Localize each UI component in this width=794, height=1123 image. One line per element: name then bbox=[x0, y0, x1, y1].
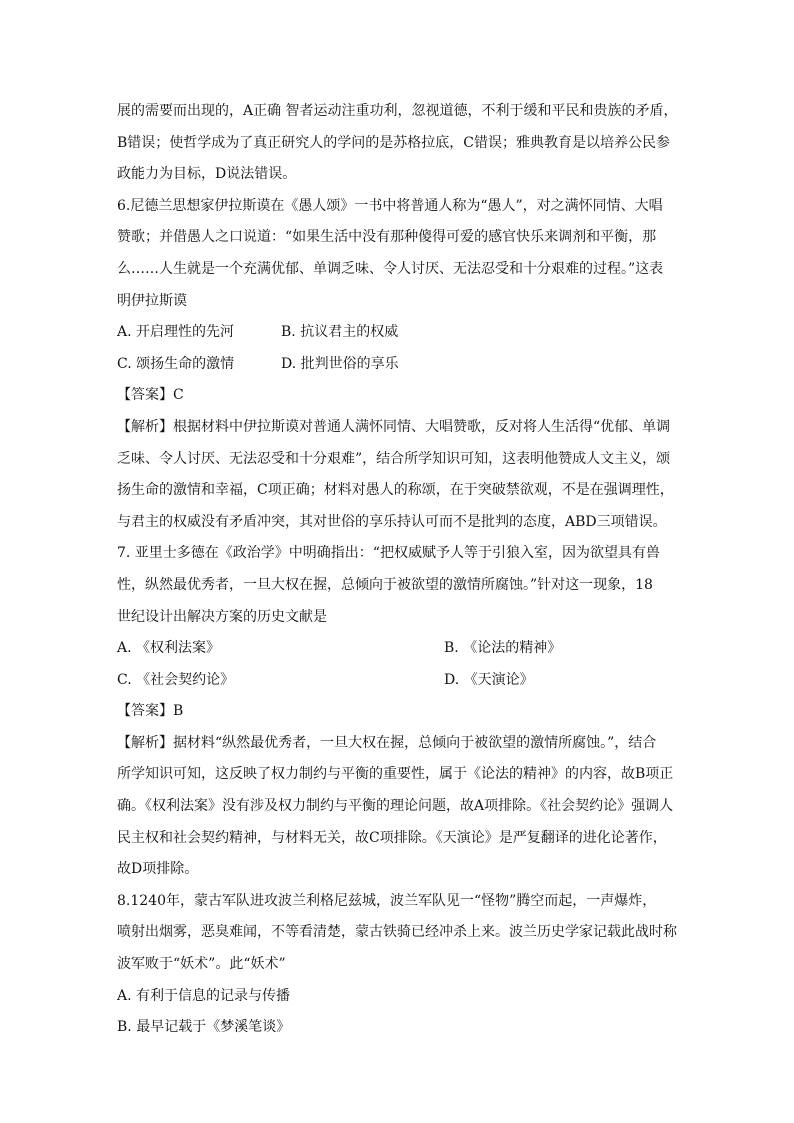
q8-option-b: B. 最早记载于《梦溪笔谈》 bbox=[117, 1019, 291, 1036]
q6-analysis-line: 乏味、令人讨厌、无法忍受和十分艰难”，结合所学知识可知，这表明他赞成人文主义，颂 bbox=[117, 450, 671, 467]
q8-option-a: A. 有利于信息的记录与传播 bbox=[117, 987, 291, 1004]
q7-analysis-line: 【解析】据材料“纵然最优秀者，一旦大权在握，总倾向于被欲望的激情所腐蚀。”，结合 bbox=[117, 734, 657, 751]
q6-option-d: D. 批判世俗的享乐 bbox=[281, 355, 399, 372]
question-6-stem: 6.尼德兰思想家伊拉斯谟在《愚人颂》一书中将普通人称为“愚人”，对之满怀同情、大唱 bbox=[117, 197, 663, 214]
q6-option-c: C. 颂扬生命的激情 bbox=[117, 355, 235, 372]
question-7-stem: 7. 亚里士多德在《政治学》中明确指出：“把权威赋予人等于引狼入室，因为欲望具有兽 bbox=[117, 545, 660, 562]
question-8-stem: 8.1240年，蒙古军队进攻波兰利格尼兹城，波兰军队见一“怪物”腾空而起，一声爆炸， bbox=[117, 892, 657, 909]
text-line: 政能力为目标，D说法错误。 bbox=[117, 166, 297, 183]
question-7-stem: 性，纵然最优秀者，一旦大权在握，总倾向于被欲望的激情所腐蚀。”针对这一现象，18 bbox=[117, 576, 653, 593]
q7-analysis-line: 确。《权利法案》没有涉及权力制约与平衡的理论问题，故A项排除。《社会契约论》强调人 bbox=[117, 798, 674, 815]
question-8-stem: 波军败于“妖术”。此“妖术” bbox=[117, 956, 286, 973]
q6-analysis-line: 扬生命的激情和幸福，C项正确；材料对愚人的称颂，在于突破禁欲观，不是在强调理性， bbox=[117, 482, 674, 499]
q6-analysis-line: 【解析】根据材料中伊拉斯谟对普通人满怀同情、大唱赞歌，反对将人生活得“优郁、单调 bbox=[117, 418, 671, 435]
q7-option-a: A. 《权利法案》 bbox=[117, 640, 221, 657]
q7-analysis-line: 所学知识可知，这反映了权力制约与平衡的重要性，属于《论法的精神》的内容，故B项正 bbox=[117, 766, 674, 783]
q7-option-d: D. 《天演论》 bbox=[444, 671, 534, 688]
question-6-stem: 么……人生就是一个充满优郁、单调乏味、令人讨厌、无法忍受和十分艰难的过程。”这表 bbox=[117, 260, 664, 277]
q6-answer: 【答案】C bbox=[117, 387, 184, 404]
question-6-options-row bbox=[117, 317, 679, 349]
question-8-stem: 喷射出烟雾，恶臭难闻，不等看清楚，蒙古铁骑已经冲杀上来。波兰历史学家记载此战时称 bbox=[117, 924, 677, 941]
question-7-options-row bbox=[117, 633, 679, 665]
question-6-options-row bbox=[117, 349, 679, 381]
q6-option-b: B. 抗议君主的权威 bbox=[281, 324, 399, 341]
q6-option-a: A. 开启理性的先河 bbox=[117, 324, 235, 341]
question-7-options-row bbox=[117, 665, 679, 697]
q7-analysis-line: 民主权和社会契约精神，与材料无关，故C项排除。《天演论》是严复翻译的进化论著作， bbox=[117, 829, 667, 846]
text-line: B错误；使哲学成为了真正研究人的学问的是苏格拉底，C错误；雅典教育是以培养公民参 bbox=[117, 134, 670, 151]
text-line: 展的需要而出现的，A正确 智者运动注重功利，忽视道德，不利于缓和平民和贵族的矛盾， bbox=[117, 103, 678, 119]
q7-analysis-line: 故D项排除。 bbox=[117, 861, 199, 878]
q7-option-c: C. 《社会契约论》 bbox=[117, 671, 235, 688]
question-6-stem: 明伊拉斯谟 bbox=[117, 292, 187, 309]
q7-answer: 【答案】B bbox=[117, 703, 184, 720]
question-7-stem: 世纪设计出解决方案的历史文献是 bbox=[117, 608, 327, 625]
question-6-stem: 赞歌；并借愚人之口说道：“如果生活中没有那种傻得可爱的感官快乐来调剂和平衡，那 bbox=[117, 229, 657, 246]
q6-analysis-line: 与君主的权威没有矛盾冲突，其对世俗的享乐持认可而不是批判的态度，ABD三项错误。 bbox=[117, 513, 667, 530]
document-page bbox=[117, 96, 679, 1044]
q7-option-b: B. 《论法的精神》 bbox=[444, 640, 562, 657]
